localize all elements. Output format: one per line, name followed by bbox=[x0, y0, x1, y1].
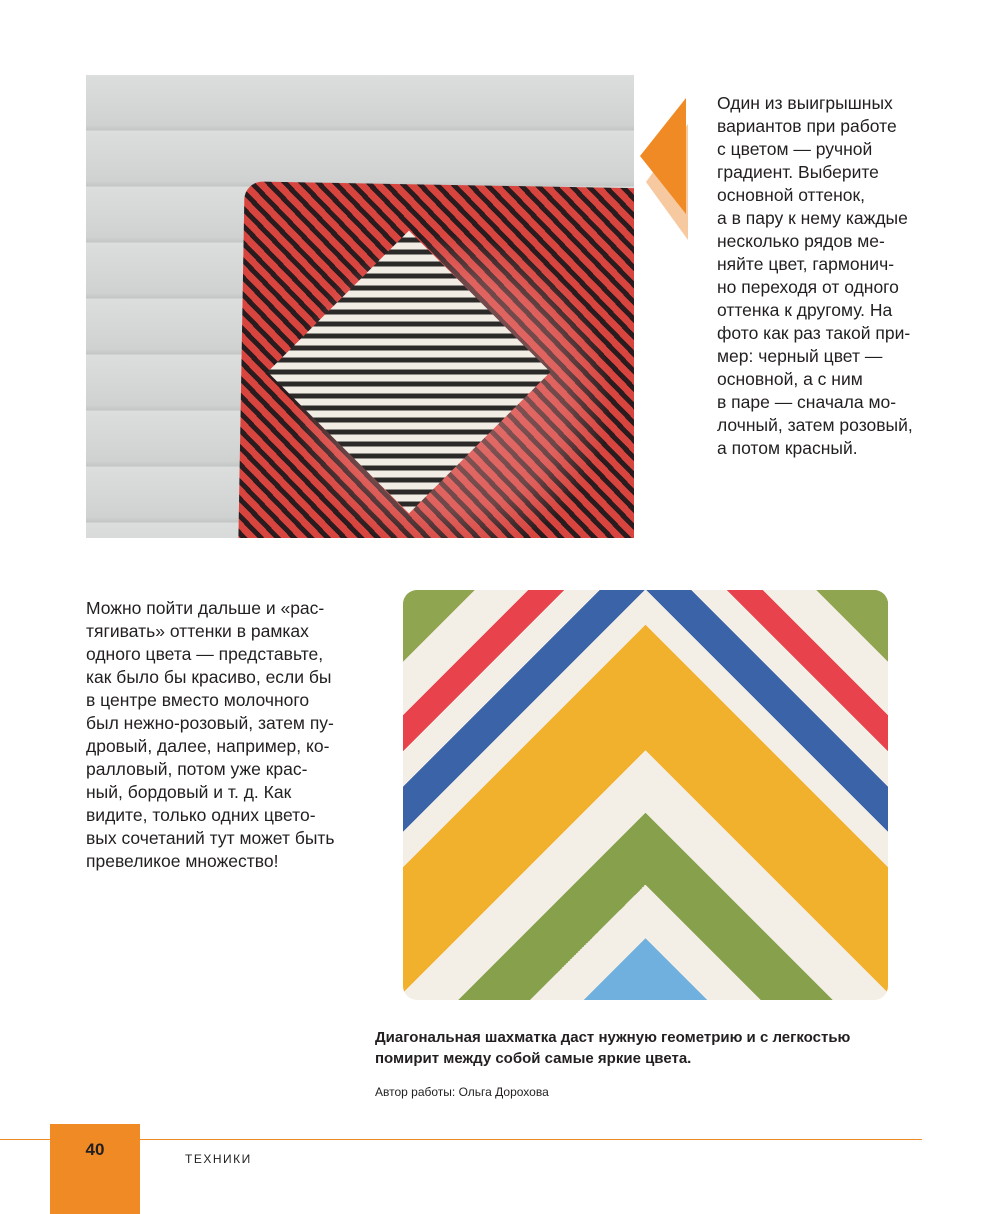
section-title: ТЕХНИКИ bbox=[185, 1152, 252, 1166]
photo-knitted-pillow bbox=[86, 75, 634, 538]
photo-crochet-pillow bbox=[378, 580, 908, 1005]
page-number: 40 bbox=[85, 1140, 105, 1159]
page-number-box bbox=[50, 1124, 140, 1214]
photo-author: Автор работы: Ольга Дорохова bbox=[375, 1085, 549, 1099]
body-text-left: Можно пойти дальше и «рас- тягивать» оттенки в рамках одного цвета — представьте, как было бы красиво, если бы в центре вместо молочного был нежно-розовый, затем пу- дровый, далее, например, ко- ралловый, потом уже крас- ный, бордовый и т. д. Как видите, только одних цвето- вых сочетаний тут может быть превеликое множество! bbox=[86, 598, 335, 871]
orange-arrow-icon bbox=[640, 98, 686, 214]
body-text-right: Один из выигрышных вариантов при работе с цветом — ручной градиент. Выберите основной оттенок, а в пару к нему каждые несколько рядов ме- няйте цвет, гармонич- но переходя от одного оттенка к другому. На фото как раз такой при- мер: черный цвет — основной, а с ним в паре — сначала мо- лочный, затем розовый, а потом красный. bbox=[717, 93, 913, 458]
photo-caption: Диагональная шахматка даст нужную геометрию и с легкостью помирит между собой самые яркие цвета. bbox=[375, 1029, 851, 1067]
